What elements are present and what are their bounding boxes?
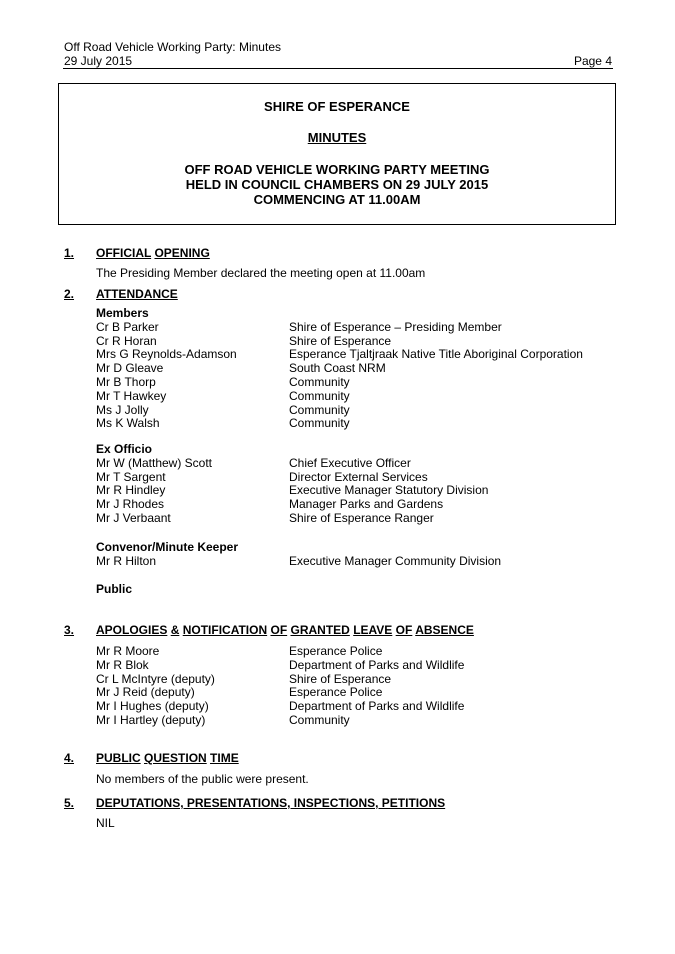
running-header — [64, 40, 281, 68]
exofficio-heading: Ex Officio — [96, 442, 153, 456]
member-row: Mr T Hawkey Community — [96, 388, 350, 403]
apology-row: Mr I Hartley (deputy) Community — [96, 712, 350, 727]
apology-row: Mr R Blok Department of Parks and Wildlife — [96, 657, 465, 672]
s2-title: ATTENDANCE — [96, 287, 178, 301]
members-list — [96, 307, 583, 431]
meeting-line-1: OFF ROAD VEHICLE WORKING PARTY MEETING — [184, 162, 490, 177]
exofficio-row: Mr J Verbaant Shire of Esperance Ranger — [96, 510, 434, 525]
header-rule — [63, 68, 613, 69]
members-heading: Members — [96, 306, 149, 320]
meeting-line-2: HELD IN COUNCIL CHAMBERS ON 29 JULY 2015 — [185, 177, 489, 192]
s1-title-b: OPENING — [154, 246, 210, 260]
exofficio-row: Mr T Sargent Director External Services — [96, 469, 428, 484]
section-4-number: 4. — [64, 751, 75, 765]
s1-title-a: OFFICIAL — [96, 246, 152, 260]
convenor-row: Mr R Hilton Executive Manager Community Division — [96, 553, 502, 568]
apology-row: Mr I Hughes (deputy) Department of Parks and Wildlife — [96, 699, 465, 714]
org-name: SHIRE OF ESPERANCE — [264, 99, 410, 114]
header-date: 29 July 2015 — [64, 54, 133, 68]
title-block — [58, 83, 616, 225]
apology-row: Mr R Moore Esperance Police — [96, 644, 383, 658]
exofficio-row: Mr J Rhodes Manager Parks and Gardens — [96, 497, 444, 512]
member-row: Cr R Horan Shire of Esperance — [96, 333, 392, 348]
convenor-block — [96, 541, 501, 569]
s5-title: DEPUTATIONS, PRESENTATIONS, INSPECTIONS, PETITIONS — [96, 796, 446, 810]
header-page-number: Page 4 — [573, 54, 612, 68]
section-1-number: 1. — [64, 246, 75, 260]
member-row: Ms K Walsh Community — [96, 416, 350, 431]
member-row: Mrs G Reynolds-Adamson Esperance Tjaltjraak Native Title Aboriginal Corporation — [96, 347, 583, 362]
exofficio-list — [96, 443, 488, 526]
member-row: Ms J Jolly Community — [96, 402, 350, 417]
apologies-list — [96, 645, 464, 728]
member-row: Cr B Parker Shire of Esperance – Presiding Member — [96, 319, 502, 334]
section-5-number: 5. — [64, 796, 75, 810]
section-2-number: 2. — [64, 287, 75, 301]
minutes-heading: MINUTES — [307, 130, 367, 145]
header-doc-title: Off Road Vehicle Working Party: Minutes — [64, 40, 281, 54]
meeting-line-3: COMMENCING AT 11.00AM — [253, 192, 421, 207]
exofficio-row: Mr R Hindley Executive Manager Statutory Division — [96, 483, 489, 498]
section-1-text: The Presiding Member declared the meeting open at 11.00am — [96, 266, 426, 280]
document-page: Off Road Vehicle Working Party: Minutes 29 July 2015 Page 4 SHIRE OF ESPERANCE MINUTES OFF ROAD VEHICLE WORKING PARTY MEETING HELD IN COUNCIL CHAMBERS ON 29 JULY 2015 COMMENCING AT 11.00AM 1. OFFICIAL OPENING The Presiding Member declared the meeting open at 11.00am 2. ATTENDANCE Members Cr B Parker Shire of Esperance – Presiding Member Cr R Horan Shire of Esperance Mrs G Reynolds-Adamson Esperance Tjaltjraak Native Title Aboriginal Corporation Mr D Gleave South Coast NRM Mr B Thorp Community Mr T Hawkey Community Ms J Jolly Community Ms K Walsh Community Ex Officio Mr W (Matthew) Scott Chief Executive Officer Mr T Sargent Director External Services Mr R Hindley Executive Manager Statutory Division Mr J Rhodes Manager Parks and Gardens Mr J Verbaant Shire of Esperance Ranger Convenor/Minute Keeper Mr R Hilton Executive Manager Community Division Public 3. APOLOGIES & NOTIFICATION OF GRANTED LEAVE OF ABSENCE Mr R Moore Esperance Police Mr R Blok Department of Parks and Wildlife Cr L McIntyre (deputy) Shire of Esperance Mr J Reid (deputy) Esperance Police Mr I Hughes (deputy) Department of Parks and Wildlife Mr I Hartley (deputy) Community 4. PUBLIC QUESTION TIME No members of the public were present. 5. DEPUTATIONS, PRESENTATIONS, INSPECTIONS, PETITIONS NIL — [0, 0, 675, 954]
apology-row: Mr J Reid (deputy) Esperance Police — [96, 685, 383, 700]
meeting-details — [59, 162, 615, 207]
member-row: Mr B Thorp Community — [96, 374, 350, 389]
section-4-text: No members of the public were present. — [96, 772, 309, 786]
exofficio-row: Mr W (Matthew) Scott Chief Executive Officer — [96, 455, 411, 470]
public-heading: Public — [96, 582, 133, 596]
section-3-number: 3. — [64, 623, 75, 637]
apology-row: Cr L McIntyre (deputy) Shire of Esperance — [96, 671, 392, 686]
member-row: Mr D Gleave South Coast NRM — [96, 361, 386, 376]
convenor-heading: Convenor/Minute Keeper — [96, 540, 239, 554]
section-5-text: NIL — [96, 816, 115, 830]
